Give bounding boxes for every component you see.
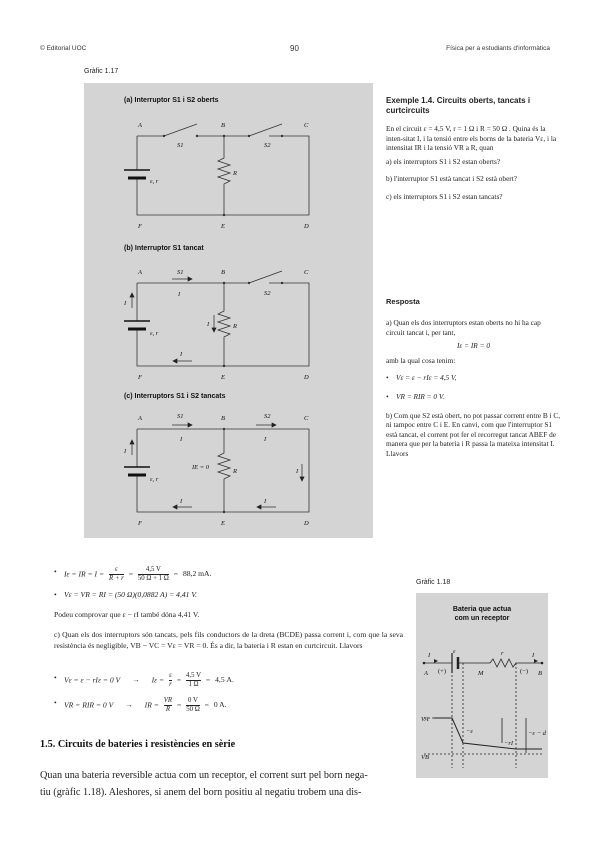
node-e-label: E (221, 223, 225, 230)
current-label: I (264, 498, 267, 505)
calc-l6-f1-num: VR (163, 697, 173, 704)
body-paragraph (40, 767, 402, 801)
calc-l1a: Iε = IR = I = (64, 569, 105, 579)
calc-l5-f2-num: 4,5 V (186, 672, 202, 679)
fig118-i-left: I (428, 652, 431, 659)
fig118-minus: (−) (520, 668, 528, 675)
calc-l6-result: 0 A. (213, 700, 227, 710)
question-a: a) els interruptors S1 i S2 estan oberts? (386, 156, 501, 166)
s2-label: S2 (264, 290, 271, 297)
calc-line-5: • Vε = ε − rIε = 0 V → Iε = $\frac{\varepsilon}{r}$ = $\frac{4,5 V}{1 \Omega}$ = 4,5 A. (54, 672, 234, 688)
node-b-label: B (221, 415, 225, 422)
fig118-minus-eps-d: −ε − d (528, 730, 546, 737)
body-line-2: tiu (gràfic 1.18). Aleshores, si anem del born positiu al negatiu trobem una dis- (40, 787, 362, 798)
calc-line-3: Podeu comprovar que ε − rI també dóna 4,41 V. (54, 610, 200, 619)
fig118-plus: (+) (438, 668, 446, 675)
calc-line-4: c) Quan els dos interruptors són tancats, pels fils conductors de la dreta (BCDE) passa corrent i, com que la seva resistència és negligible, VB − VC = Vε = VR = 0. És a dir, la bateria i R estan en curtcircuit. Llavors (54, 630, 403, 650)
node-c-label: C (304, 122, 309, 129)
r-label: R (233, 323, 237, 330)
equation-1: Iε = IR = 0 (457, 341, 490, 351)
calc-l5-f1-num: ε (169, 672, 172, 679)
node-f-label: F (138, 520, 142, 527)
r-label: R (233, 468, 237, 475)
node-e-label: E (221, 374, 225, 381)
calc-line-2: • Vε = VR = RI = (50 Ω)(0,0882 A) = 4,41 V. (54, 590, 197, 599)
figure-118-panel (416, 593, 548, 778)
answer-block (386, 297, 561, 459)
answer-heading: Resposta (386, 297, 420, 306)
er-label: ε, r (150, 178, 159, 185)
example-box (386, 96, 561, 202)
current-label: I (124, 448, 127, 455)
s1-label: S1 (177, 269, 184, 276)
node-e-label: E (221, 520, 225, 527)
calc-l5-result: 4,5 A. (215, 675, 234, 685)
arrow-icon: → (132, 675, 140, 685)
fig118-va: VA (421, 716, 429, 723)
current-label: I (180, 351, 183, 358)
answer-a: a) Quan els dos interruptors estan oberts no hi ha cap circuit tancat i, per tant, (386, 318, 541, 337)
calc-line-1: • Iε = IR = I = $\frac{\varepsilon}{R + r}$ = $\frac{4,5 V}{50 \Omega + 1 \Omega}$ = 88,2 mA. (54, 566, 212, 582)
calc-l6b: IR = (144, 700, 159, 710)
example-intro: En el circuit ε = 4,5 V, r = 1 Ω i R = 50 Ω . Quina és la inten-sitat I, i la tensió entre els borns de la bateria Vε, i la intensitat IR i la tensió VR a R, quan (386, 124, 557, 153)
question-c: c) els interruptors S1 i S2 estan tancats? (386, 191, 503, 201)
figure-caption-118: Gràfic 1.18 (416, 579, 451, 586)
fig118-title-line1: Bateria que actua (452, 606, 512, 613)
er-label: ε, r (150, 476, 159, 483)
node-b-label: B (221, 122, 225, 129)
node-a-label: A (138, 269, 142, 276)
fig118-eps: ε (453, 648, 456, 655)
node-c-label: C (304, 269, 309, 276)
battery-receptor-diagram (416, 593, 548, 778)
fig118-title-line2: com un receptor (454, 615, 510, 622)
question-b: b) l'interruptor S1 està tancat i S2 està obert? (386, 174, 517, 184)
example-title: Exemple 1.4. Circuits oberts, tancats i curtcircuits (386, 96, 531, 115)
calc-l6-f2-den: 50 Ω (186, 706, 200, 713)
panel-a-title: (a) Interruptor S1 i S2 oberts (124, 97, 219, 104)
fig118-i-right: I (532, 652, 535, 659)
page-number: 90 (290, 44, 299, 53)
header-right: Física per a estudiants d'informàtica (446, 45, 550, 52)
answer-b: b) Com que S2 està obert, no pot passar corrent entre B i C, ni tampoc entre C i E. En canvi, com que l'interruptor S1 està tancat, el corrent pot fer el recorregut tancat ABEF de manera que per la bateria i R passa la mateixa intensitat I. Llavors (386, 410, 561, 458)
node-b-label: B (221, 269, 225, 276)
fig118-minus-eps: −ε (466, 728, 473, 735)
er-label: ε, r (150, 330, 159, 337)
panel-c-title: (c) Interruptors S1 i S2 tancats (124, 393, 226, 400)
fig118-minus-ri: −rI (504, 740, 514, 747)
circuit-diagrams (84, 83, 373, 538)
body-line-1: Quan una bateria reversible actua com un receptor, el corrent surt pel born nega- (40, 770, 368, 781)
calc-l5a: Vε = ε − rIε = 0 V (64, 675, 121, 685)
calc-l2: Vε = VR = RI = (50 Ω)(0,0882 A) = 4,41 V. (64, 590, 197, 599)
current-label: I (207, 321, 210, 328)
calc-l5-f1-den: r (169, 681, 172, 688)
bullet-v-eps: • Vε = ε − rIε = 4,5 V, (396, 373, 561, 383)
fig118-node-a: A (424, 670, 428, 677)
r-label: R (233, 170, 237, 177)
current-label: I (124, 300, 127, 307)
node-d-label: D (304, 374, 309, 381)
calc-l6a: VR = RIR = 0 V (64, 700, 114, 710)
node-a-label: A (138, 122, 142, 129)
fig118-node-b: B (538, 670, 542, 677)
figure-117-panel (84, 83, 373, 538)
calc-l1-f1-num: ε (109, 566, 124, 575)
header-left: © Editorial UOC (40, 45, 87, 52)
figure-caption-117: Gràfic 1.17 (84, 68, 119, 75)
calc-l1-result: 88,2 mA. (182, 569, 212, 579)
ie-label: IE = 0 (192, 464, 210, 471)
calc-l6-f2-num: 0 V (188, 697, 198, 704)
node-a-label: A (138, 415, 142, 422)
current-label: I (296, 468, 299, 475)
s2-label: S2 (264, 413, 271, 420)
node-f-label: F (138, 374, 142, 381)
calc-line-6: • VR = RIR = 0 V → IR = $\frac{VR}{R}$ = $\frac{0 V}{50 \Omega}$ = 0 A. (54, 697, 227, 713)
arrow-icon: → (125, 700, 133, 710)
node-c-label: C (304, 415, 309, 422)
current-label: I (264, 436, 267, 443)
s1-label: S1 (177, 413, 184, 420)
current-label: I (178, 291, 181, 298)
fig118-vb: VB (421, 754, 429, 761)
s1-label: S1 (177, 142, 184, 149)
panel-b-title: (b) Interruptor S1 tancat (124, 245, 204, 252)
s2-label: S2 (264, 142, 271, 149)
bullet-v-r: • VR = RIR = 0 V. (396, 392, 561, 402)
answer-a-cont: amb la qual cosa tenim: (386, 355, 456, 365)
calc-l6-f1-den: R (165, 706, 171, 713)
fig118-r: r (501, 650, 504, 657)
fig118-node-m: M (478, 670, 484, 677)
calc-l5b: Iε = (151, 675, 165, 685)
node-d-label: D (304, 223, 309, 230)
section-title: 1.5. Circuits de bateries i resistències en sèrie (40, 739, 236, 750)
current-label: I (180, 436, 183, 443)
current-label: I (180, 498, 183, 505)
node-f-label: F (138, 223, 142, 230)
calc-l1-f2-num: 4,5 V (138, 566, 169, 575)
calc-l5-f2-den: 1 Ω (188, 681, 199, 688)
node-d-label: D (304, 520, 309, 527)
calc-l1-f2-den: 50 Ω + 1 Ω (137, 575, 169, 582)
calc-l1-f1-den: R + r (109, 575, 124, 582)
